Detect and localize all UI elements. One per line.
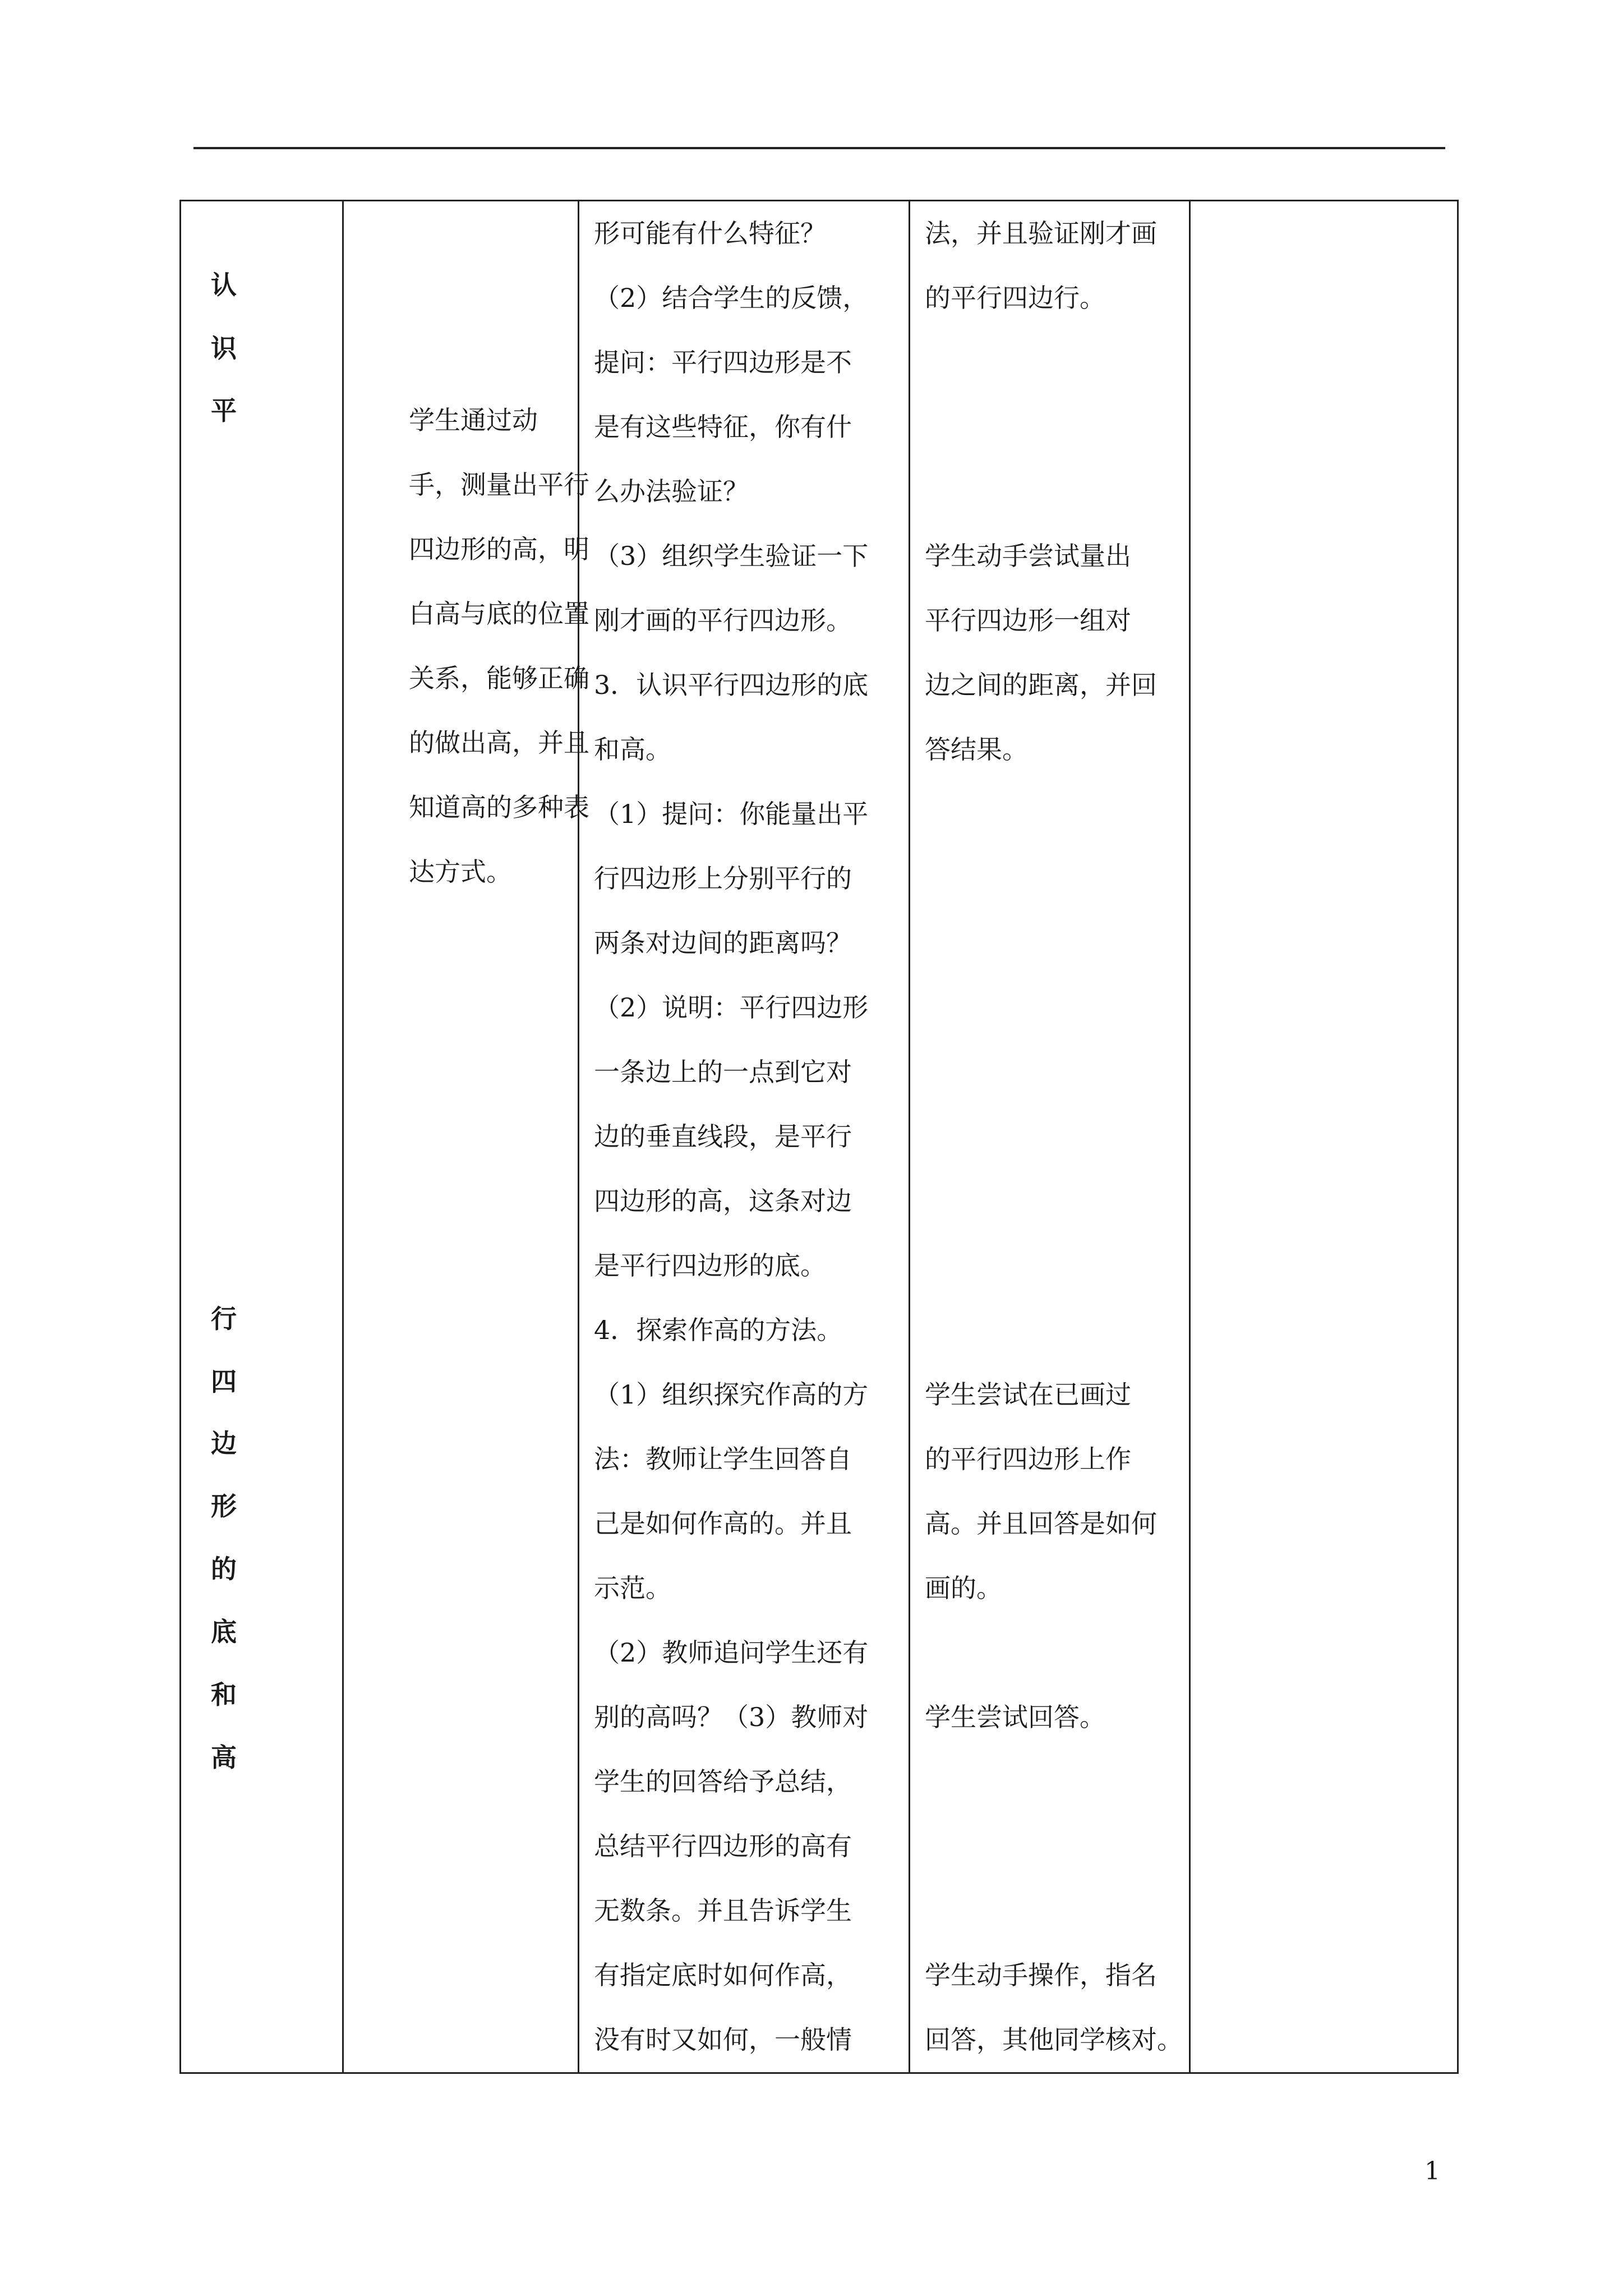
page-number: 1 [1424, 2157, 1440, 2185]
teacher-process-line: （1）提问：你能量出平 [594, 799, 869, 829]
student-activity-line [925, 1105, 1183, 1169]
stage-title-char: 形 [211, 1491, 237, 1521]
student-activity-line: 的平行四边行。 [925, 283, 1105, 313]
teacher-process-line: 一条边上的一点到它对 [594, 1057, 852, 1087]
teacher-process-line: 无数条。并且告诉学生 [594, 1895, 852, 1926]
student-activity-line: 法，并且验证刚才画 [925, 218, 1157, 249]
stage-title [181, 201, 342, 2072]
stage-title-char: 认 [211, 270, 237, 300]
teacher-process-line: 己是如何作高的。并且 [594, 1508, 852, 1539]
teacher-process-line: 别的高吗？（3）教师对 [594, 1702, 869, 1732]
stage-title-char: 识 [211, 333, 237, 364]
student-activity-line [925, 1040, 1183, 1105]
student-activity-cell [910, 201, 1190, 2073]
teacher-process-line: 法：教师让学生回答自 [594, 1444, 852, 1474]
teacher-process-line: （3）组织学生验证一下 [594, 541, 869, 571]
teacher-process-line: 学生的回答给予总结， [594, 1766, 852, 1797]
notes-cell [1190, 201, 1458, 2073]
teacher-process-line: 示范。 [594, 1573, 671, 1603]
lesson-plan-table [179, 200, 1459, 2074]
teacher-process-text [579, 201, 909, 2072]
student-activity-line [925, 1879, 1183, 1943]
student-activity-line [925, 782, 1183, 846]
student-activity-line [925, 976, 1183, 1040]
student-activity-line: 高。并且回答是如何 [925, 1508, 1157, 1539]
student-activity-line [925, 911, 1183, 976]
teacher-process-line: 总结平行四边形的高有 [594, 1831, 852, 1861]
teacher-process-line: （1）组织探究作高的方 [594, 1379, 869, 1410]
student-activity-line: 回答，其他同学核对。 [925, 2024, 1183, 2055]
table-row [181, 201, 1458, 2073]
teacher-process-line: 提问：平行四边形是不 [594, 347, 852, 378]
goal-line: 白高与底的位置 [409, 599, 589, 629]
student-activity-line: 边之间的距离，并回 [925, 670, 1157, 700]
student-activity-line: 画的。 [925, 1573, 1002, 1603]
goal-line: 关系，能够正确 [409, 663, 589, 693]
student-activity-line [925, 395, 1183, 459]
student-activity-line: 学生动手操作，指名 [925, 1960, 1157, 1990]
student-activity-line: 学生尝试回答。 [925, 1702, 1105, 1732]
student-activity-line [925, 1814, 1183, 1879]
teacher-process-line: 有指定底时如何作高， [594, 1960, 852, 1990]
teacher-process-line: 形可能有什么特征？ [594, 218, 826, 249]
stage-title-char: 的 [211, 1554, 237, 1584]
teacher-process-line: 3．认识平行四边形的底 [594, 670, 869, 700]
student-activity-line [925, 1169, 1183, 1234]
teacher-process-line: 行四边形上分别平行的 [594, 863, 852, 894]
goal-cell [343, 201, 589, 2073]
student-activity-line [925, 459, 1183, 524]
goal-line: 学生通过动 [409, 405, 538, 435]
goal-line: 达方式。 [409, 857, 512, 887]
student-activity-text [910, 201, 1189, 2072]
teacher-process-line: 4．探索作高的方法。 [594, 1315, 843, 1345]
teacher-process-line: 两条对边间的距离吗？ [594, 928, 852, 958]
stage-title-char: 底 [211, 1617, 237, 1647]
teacher-process-cell [579, 201, 910, 2073]
student-activity-line [925, 1298, 1183, 1363]
student-activity-line: 学生尝试在已画过 [925, 1379, 1131, 1410]
stage-title-char: 边 [211, 1428, 237, 1458]
student-activity-line [925, 1750, 1183, 1814]
teacher-process-line: （2）结合学生的反馈， [594, 283, 869, 313]
stage-title-char: 行 [211, 1304, 237, 1334]
goal-line: 手，测量出平行 [409, 470, 589, 500]
student-activity-line: 的平行四边形上作 [925, 1444, 1131, 1474]
teacher-process-line: 么办法验证？ [594, 476, 749, 507]
teacher-process-line: 没有时又如何，一般情 [594, 2024, 852, 2055]
teacher-process-line: （2）教师追问学生还有 [594, 1637, 869, 1668]
student-activity-line [925, 1621, 1183, 1685]
header-rule [193, 147, 1445, 149]
student-activity-line [925, 1234, 1183, 1298]
goal-line: 四边形的高，明 [409, 534, 589, 564]
student-activity-line [925, 330, 1183, 395]
teacher-process-line: 四边形的高，这条对边 [594, 1186, 852, 1216]
teacher-process-line: 边的垂直线段，是平行 [594, 1121, 852, 1152]
goal-line: 的做出高，并且 [409, 728, 589, 758]
teacher-process-line: （2）说明：平行四边形 [594, 992, 869, 1023]
student-activity-line: 学生动手尝试量出 [925, 541, 1131, 571]
goal-line: 知道高的多种表 [409, 792, 589, 822]
teacher-process-line: 和高。 [594, 734, 671, 765]
student-activity-line: 平行四边形一组对 [925, 605, 1131, 636]
teacher-process-line: 是平行四边形的底。 [594, 1250, 826, 1281]
teacher-process-line: 刚才画的平行四边形。 [594, 605, 852, 636]
stage-title-char: 和 [211, 1680, 237, 1710]
student-activity-line: 答结果。 [925, 734, 1028, 765]
stage-title-cell [181, 201, 343, 2073]
stage-title-char: 高 [211, 1742, 237, 1773]
goal-text [344, 201, 589, 904]
teacher-process-line: 是有这些特征，你有什 [594, 412, 852, 442]
stage-title-char: 四 [211, 1366, 237, 1397]
stage-title-char: 平 [211, 395, 237, 426]
student-activity-line [925, 846, 1183, 911]
